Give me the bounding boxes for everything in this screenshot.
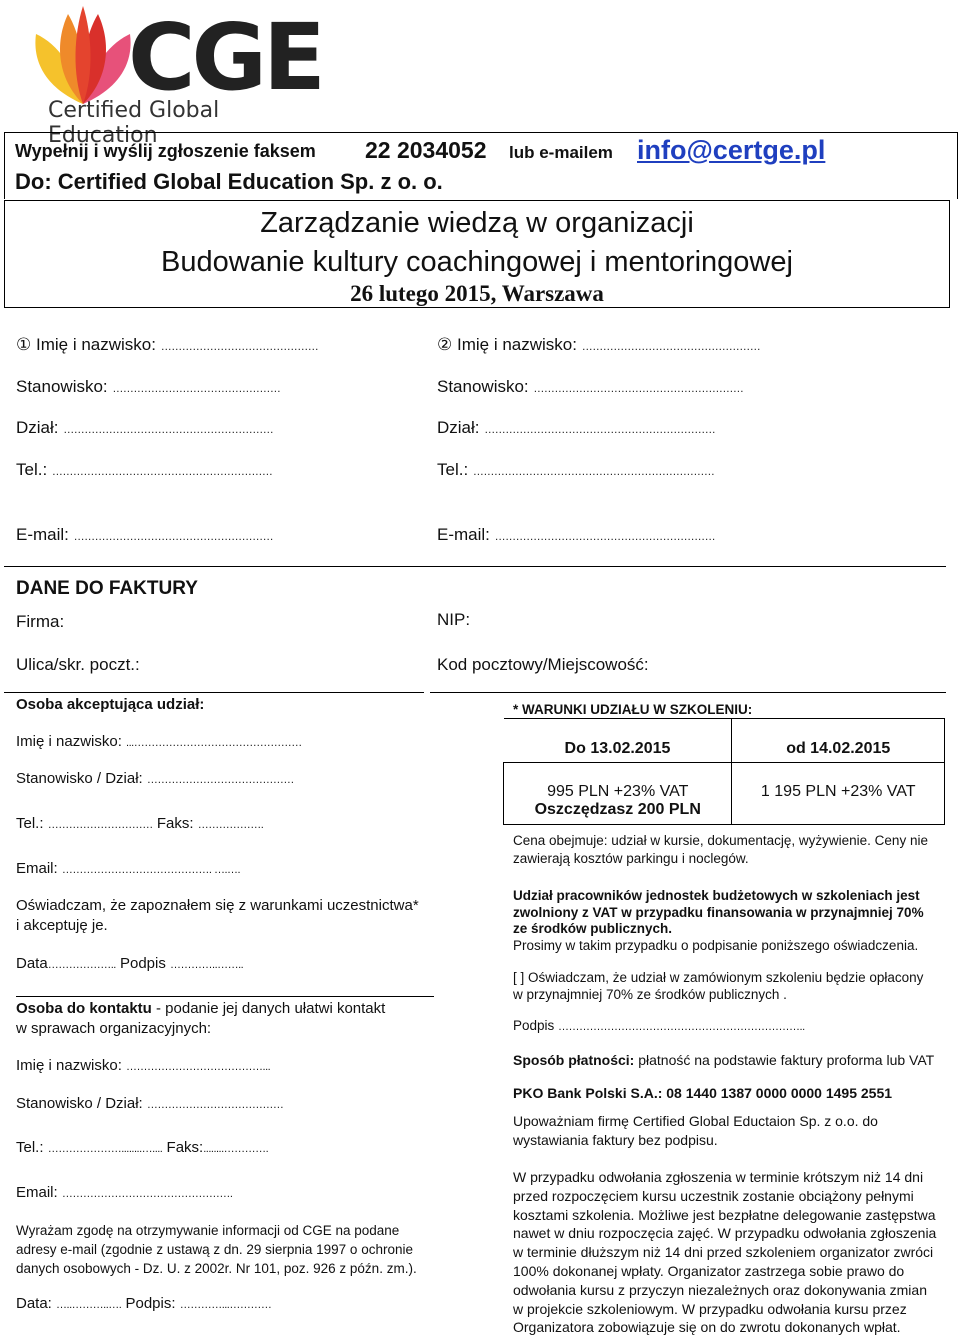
declaration-signature-label: Podpis xyxy=(513,1018,559,1033)
p1-tel-field[interactable]: ……………………………………………………… xyxy=(51,466,273,478)
contact-heading-bold: Osoba do kontaktu xyxy=(16,1000,152,1017)
p2-tel-label: Tel.: xyxy=(437,460,473,479)
title-box xyxy=(4,200,950,308)
contact-name-row xyxy=(16,1057,270,1074)
accepting-tel-row xyxy=(16,815,263,832)
fax-number: 22 2034052 xyxy=(365,137,487,163)
price-includes xyxy=(513,832,928,868)
invoice-street-label[interactable]: Ulica/skr. poczt.: xyxy=(16,655,140,674)
cancel-line: 100% dokonanej wpłaty. Organizator zastrzega sobie prawo do xyxy=(513,1262,905,1279)
cancel-line: odwołania kursu z przyczyn niezależnych oraz dokonywania zmian xyxy=(513,1281,927,1298)
contact-tel-field[interactable]: …………………........….... xyxy=(47,1143,163,1155)
accepting-email-row xyxy=(16,860,240,877)
declaration-line-2: w przynajmniej 70% ze środków publicznych . xyxy=(513,987,787,1002)
consent-line-3: danych osobowych - Dz. U. z 2002r. Nr 101, poz. 926 z późn. zm.). xyxy=(16,1261,417,1276)
contact-heading-line2: w sprawach organizacyjnych: xyxy=(16,1020,212,1037)
p2-tel-row xyxy=(437,460,714,480)
contact-date-field[interactable]: …..………..…. xyxy=(56,1299,122,1311)
payment-method xyxy=(513,1052,934,1068)
divider-contact xyxy=(16,996,434,997)
cancel-line: kosztami szkolenia. Możliwe jest bezpłatne delegowanie zastępstwa xyxy=(513,1206,936,1223)
contact-email-row xyxy=(16,1184,232,1201)
p2-position-field[interactable]: …………………………………………………… xyxy=(533,383,744,395)
contact-position-field[interactable]: ………………………………… xyxy=(146,1099,284,1111)
flower-logo-icon xyxy=(28,4,138,108)
payment-method-value: płatność na podstawie faktury proforma lub VAT xyxy=(634,1052,935,1068)
p2-position-row xyxy=(437,377,743,397)
invoice-company-label[interactable]: Firma: xyxy=(16,612,65,631)
invoice-city-label[interactable]: Kod pocztowy/Miejscowość: xyxy=(437,655,649,674)
contact-position-row xyxy=(16,1095,283,1112)
contact-tel-row xyxy=(16,1139,268,1156)
contact-date-label: Data: xyxy=(16,1295,57,1312)
accepting-email-label: Email: xyxy=(16,860,62,877)
contact-position-label: Stanowisko / Dział: xyxy=(16,1095,147,1112)
p1-tel-label: Tel.: xyxy=(16,460,52,479)
contact-name-label: Imię i nazwisko: xyxy=(16,1057,127,1074)
contact-tel-label: Tel.: xyxy=(16,1139,48,1156)
accepting-date-label: Data xyxy=(16,955,48,972)
accepting-date-field[interactable]: ……………….. xyxy=(47,959,116,971)
p2-email-field[interactable]: ……………………………………………………… xyxy=(494,531,716,543)
accepting-name-label: Imię i nazwisko: xyxy=(16,733,127,750)
p1-tel-row xyxy=(16,460,272,480)
declaration-checkbox-line[interactable]: [ ] Oświadczam, że udział w zamówionym szkoleniu będzie opłacony xyxy=(513,970,924,985)
contact-signature-label: Podpis: xyxy=(121,1295,180,1312)
p1-name-label: Imię i nazwisko: xyxy=(35,335,161,354)
payment-method-label: Sposób płatności: xyxy=(513,1052,635,1068)
vat-line-1: Udział pracowników jednostek budżetowych w szkoleniach jest xyxy=(513,888,920,903)
price-col2-date: od 14.02.2015 xyxy=(786,740,891,757)
cancellation-policy xyxy=(513,1168,936,1337)
price-table xyxy=(503,718,945,825)
p2-dept-row xyxy=(437,418,715,438)
p1-email-field[interactable]: ………………………………………………… xyxy=(73,531,274,543)
consent-line-2: adresy e-mail (zgodnie z ustawą z dn. 29 sierpnia 1997 o ochronie xyxy=(16,1242,413,1257)
accepting-statement-1: Oświadczam, że zapoznałem się z warunkami uczestnictwa* xyxy=(16,897,419,914)
accepting-signature-label: Podpis xyxy=(115,955,171,972)
p1-name-row xyxy=(16,335,318,355)
accepting-sign-row xyxy=(16,955,243,972)
contact-heading xyxy=(16,1000,385,1017)
header-box xyxy=(4,132,958,199)
email-instruction: lub e-mailem xyxy=(509,143,613,162)
p1-number: ① xyxy=(16,335,32,354)
logo-tagline: Certified Global Education xyxy=(48,98,220,148)
contact-heading-rest: - podanie jej danych ułatwi kontakt xyxy=(151,1000,386,1017)
p1-dept-row xyxy=(16,418,273,438)
price-col1-header xyxy=(504,719,732,763)
email-link[interactable]: info@certge.pl xyxy=(637,135,826,165)
cancel-line: w terminie dłuższym niż 14 dni przed szkoleniem organizator zwróci xyxy=(513,1244,934,1261)
p2-number: ② xyxy=(437,335,453,354)
accepting-position-row xyxy=(16,770,294,787)
invoice-heading: DANE DO FAKTURY xyxy=(16,578,198,599)
conditions-heading: * WARUNKI UDZIAŁU W SZKOLENIU: xyxy=(513,702,753,717)
p2-name-field[interactable]: …………………………………………… xyxy=(581,341,761,353)
authorization xyxy=(513,1112,878,1150)
p2-email-row xyxy=(437,525,715,545)
page-title: Zarządzanie wiedzą w organizacji xyxy=(260,207,694,239)
contact-signature-field[interactable]: …………...………… xyxy=(179,1299,272,1311)
vat-info xyxy=(513,888,924,954)
divider-invoice xyxy=(4,566,946,567)
authorization-line-2: wystawiania faktury bez podpisu. xyxy=(513,1132,718,1148)
p1-name-field[interactable]: ……………………………………… xyxy=(160,341,319,353)
price-col1-saving: Oszczędzasz 200 PLN xyxy=(534,801,701,818)
accepting-name-field[interactable]: ...………………………………………… xyxy=(126,737,302,749)
vat-line-2: zwolniony z VAT w przypadku finansowania w przynajmniej 70% xyxy=(513,904,924,920)
contact-fax-field[interactable]: ........…………. xyxy=(203,1143,269,1155)
accepting-email-field[interactable]: ……………………………………. ….…. xyxy=(61,864,241,876)
invoice-nip-label[interactable]: NIP: xyxy=(437,610,471,629)
accepting-heading: Osoba akceptująca udział: xyxy=(16,696,205,713)
price-includes-2: zawierają kosztów parkingu i noclegów. xyxy=(513,851,749,866)
accepting-position-field[interactable]: …………………………………… xyxy=(146,774,294,786)
consent-line-1: Wyrażam zgodę na otrzymywanie informacji od CGE na podane xyxy=(16,1223,400,1238)
price-col1-date: Do 13.02.2015 xyxy=(564,740,671,757)
price-col2-header xyxy=(732,719,945,763)
p1-email-row xyxy=(16,525,273,545)
bank-account: PKO Bank Polski S.A.: 08 1440 1387 0000 0000 1495 2551 xyxy=(513,1085,893,1101)
accepting-fax-label: Faks: xyxy=(152,815,198,832)
recipient: Do: Certified Global Education Sp. z o. o. xyxy=(15,169,443,194)
header-line1 xyxy=(15,141,316,162)
price-col2-amount: 1 195 PLN +23% VAT xyxy=(760,783,916,800)
event-date-place: 26 lutego 2015, Warszawa xyxy=(350,281,604,306)
accepting-tel-field[interactable]: ………………………… xyxy=(47,819,153,831)
cancel-line: Organizatora zobowiązuje się on do zwrotu dokonanych wpłat. xyxy=(513,1319,901,1336)
p1-position-label: Stanowisko: xyxy=(16,377,113,396)
price-col1-cell xyxy=(504,763,732,825)
accepting-statement-2: i akceptuję je. xyxy=(16,917,108,934)
p2-email-label: E-mail: xyxy=(437,525,495,544)
public-funds-declaration xyxy=(513,969,923,1003)
p1-position-row xyxy=(16,377,280,397)
price-col2-cell xyxy=(732,763,945,825)
vat-line-3: ze środków publicznych. xyxy=(513,921,673,936)
contact-email-field[interactable]: …………………………………………. xyxy=(61,1188,233,1200)
divider-lower-left xyxy=(4,692,424,693)
p1-position-field[interactable]: ………………………………………… xyxy=(112,383,281,395)
accepting-signature-field[interactable]: …………..…….. xyxy=(170,959,244,971)
accepting-fax-field[interactable]: ………………. xyxy=(197,819,264,831)
page-subtitle: Budowanie kultury coachingowej i mentoringowej xyxy=(161,246,793,278)
contact-sign-row xyxy=(16,1295,271,1312)
consent-text xyxy=(16,1221,417,1278)
p1-dept-field[interactable]: …………………………………………………… xyxy=(63,424,274,436)
contact-email-label: Email: xyxy=(16,1184,62,1201)
p2-position-label: Stanowisko: xyxy=(437,377,534,396)
p2-tel-field[interactable]: …………………………………………………………… xyxy=(472,466,715,478)
price-col1-amount: 995 PLN +23% VAT xyxy=(547,783,689,800)
fax-instruction: Wypełnij i wyślij zgłoszenie faksem xyxy=(15,141,316,161)
price-includes-1: Cena obejmuje: udział w kursie, dokumentację, wyżywienie. Ceny nie xyxy=(513,833,928,848)
accepting-name-row xyxy=(16,733,302,750)
authorization-line-1: Upoważniam firmę Certified Global Eductaion Sp. z o.o. do xyxy=(513,1113,878,1129)
vat-line-4: Prosimy w takim przypadku o podpisanie poniższego oświadczenia. xyxy=(513,937,919,953)
accepting-position-label: Stanowisko / Dział: xyxy=(16,770,147,787)
accepting-tel-label: Tel.: xyxy=(16,815,48,832)
p1-email-label: E-mail: xyxy=(16,525,74,544)
contact-fax-label: Faks: xyxy=(162,1139,204,1156)
p2-dept-label: Dział: xyxy=(437,418,485,437)
declaration-sign-row xyxy=(513,1017,805,1036)
cancel-line: W przypadku odwołania zgłoszenia w terminie krótszym niż 14 dni xyxy=(513,1169,924,1185)
divider-lower-right xyxy=(430,692,946,693)
contact-name-field[interactable]: …………………………………... xyxy=(126,1061,271,1073)
cancel-line: nawet w dniu rozpoczęcia zajęć. W przypadku odwołania zgłoszenia xyxy=(513,1225,937,1242)
logo-brand: CGE xyxy=(128,4,322,111)
cancel-line: przed rozpoczęciem kursu uczestnik zostanie obciążony pełnymi xyxy=(513,1187,914,1204)
p1-dept-label: Dział: xyxy=(16,418,64,437)
p2-name-row xyxy=(437,335,760,355)
declaration-signature-field[interactable]: …………………………………………………………….. xyxy=(558,1021,805,1033)
logo xyxy=(28,4,322,148)
p2-name-label: Imię i nazwisko: xyxy=(456,335,582,354)
p2-dept-field[interactable]: ………………………………………………………… xyxy=(484,424,716,436)
cancel-line: w projekcie szkoleniowym. W przypadku odwołania kursu przez xyxy=(513,1300,907,1317)
